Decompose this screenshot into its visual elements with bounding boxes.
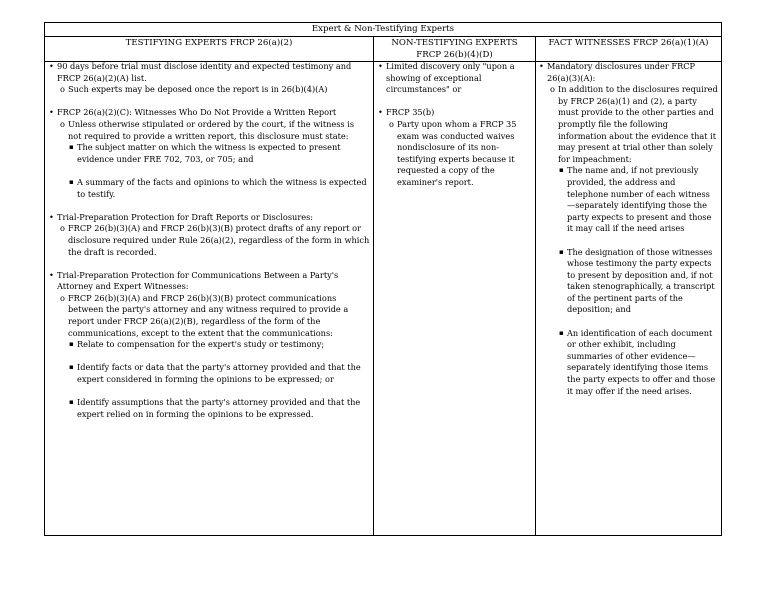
- expert-table: [44, 22, 722, 536]
- list-item: o In addition to the disclosures required by FRCP 26(a)(1) and (2), a party must provide to the other parties and promptly file the following information about the evidence that it may present at trial other than solely for impeachment:: [538, 84, 718, 165]
- list-item: • FRCP 35(b): [377, 107, 532, 119]
- fact-witnesses-cell: [538, 61, 718, 535]
- list-item: ▪ Relate to compensation for the expert's study or testimony;: [48, 339, 370, 351]
- list-item: ▪ A summary of the facts and opinions to which the witness is expected to testify.: [48, 177, 370, 200]
- list-item: • Mandatory disclosures under FRCP 26(a)(3)(A):: [538, 61, 718, 84]
- header-fact-witnesses: FACT WITNESSES FRCP 26(a)(1)(A): [548, 38, 709, 48]
- header-row: [45, 37, 721, 62]
- table-title: Expert & Non-Testifying Experts: [45, 23, 721, 37]
- list-item: o FRCP 26(b)(3)(A) and FRCP 26(b)(3)(B) protect communications between the party's attorney and any witness required to provide a report under FRCP 26(a)(2)(B), regardless of the form of the communications, except to the extent that the communications:: [48, 293, 370, 339]
- list-item: • 90 days before trial must disclose identity and expected testimony and FRCP 26(a)(2)(A) list.: [48, 61, 370, 84]
- non-testifying-experts-cell: [377, 61, 532, 535]
- list-item: o Party upon whom a FRCP 35 exam was conducted waives nondisclosure of its non-testifying experts because it requested a copy of the examiner's report.: [377, 119, 532, 189]
- list-item: • Trial-Preparation Protection for Draft Reports or Disclosures:: [48, 212, 370, 224]
- header-testifying-experts: TESTIFYING EXPERTS FRCP 26(a)(2): [125, 38, 293, 48]
- body-row: [45, 61, 721, 535]
- list-item: • Limited discovery only "upon a showing of exceptional circumstances" or: [377, 61, 532, 96]
- list-item: o Such experts may be deposed once the report is in 26(b)(4)(A): [48, 84, 370, 96]
- list-item: ▪ The name and, if not previously provided, the address and telephone number of each witness—separately identifying those the party expects to present and those it may call if the need arises: [538, 165, 718, 235]
- list-item: • FRCP 26(a)(2)(C): Witnesses Who Do Not Provide a Written Report: [48, 107, 370, 119]
- list-item: ▪ The subject matter on which the witness is expected to present evidence under FRE 702, 703, or 705; and: [48, 142, 370, 165]
- list-item: o FRCP 26(b)(3)(A) and FRCP 26(b)(3)(B) protect drafts of any report or disclosure required under Rule 26(a)(2), regardless of the form in which the draft is recorded.: [48, 223, 370, 258]
- list-item: ▪ The designation of those witnesses whose testimony the party expects to present by deposition and, if not taken stenographically, a transcript of the pertinent parts of the deposition; and: [538, 247, 718, 317]
- testifying-experts-cell: [48, 61, 370, 535]
- header-non-testifying-experts: NON-TESTIFYING EXPERTS FRCP 26(b)(4)(D): [391, 38, 518, 60]
- list-item: o Unless otherwise stipulated or ordered by the court, if the witness is not required to provide a written report, this disclosure must state:: [48, 119, 370, 142]
- list-item: ▪ Identify assumptions that the party's attorney provided and that the expert relied on in forming the opinions to be expressed.: [48, 397, 370, 420]
- list-item: ▪ An identification of each document or other exhibit, including summaries of other evidence—separately identifying those items the party expects to offer and those it may offer if the need arises.: [538, 328, 718, 398]
- list-item: ▪ Identify facts or data that the party's attorney provided and that the expert considered in forming the opinions to be expressed; or: [48, 362, 370, 385]
- list-item: • Trial-Preparation Protection for Communications Between a Party's Attorney and Expert Witnesses:: [48, 270, 370, 293]
